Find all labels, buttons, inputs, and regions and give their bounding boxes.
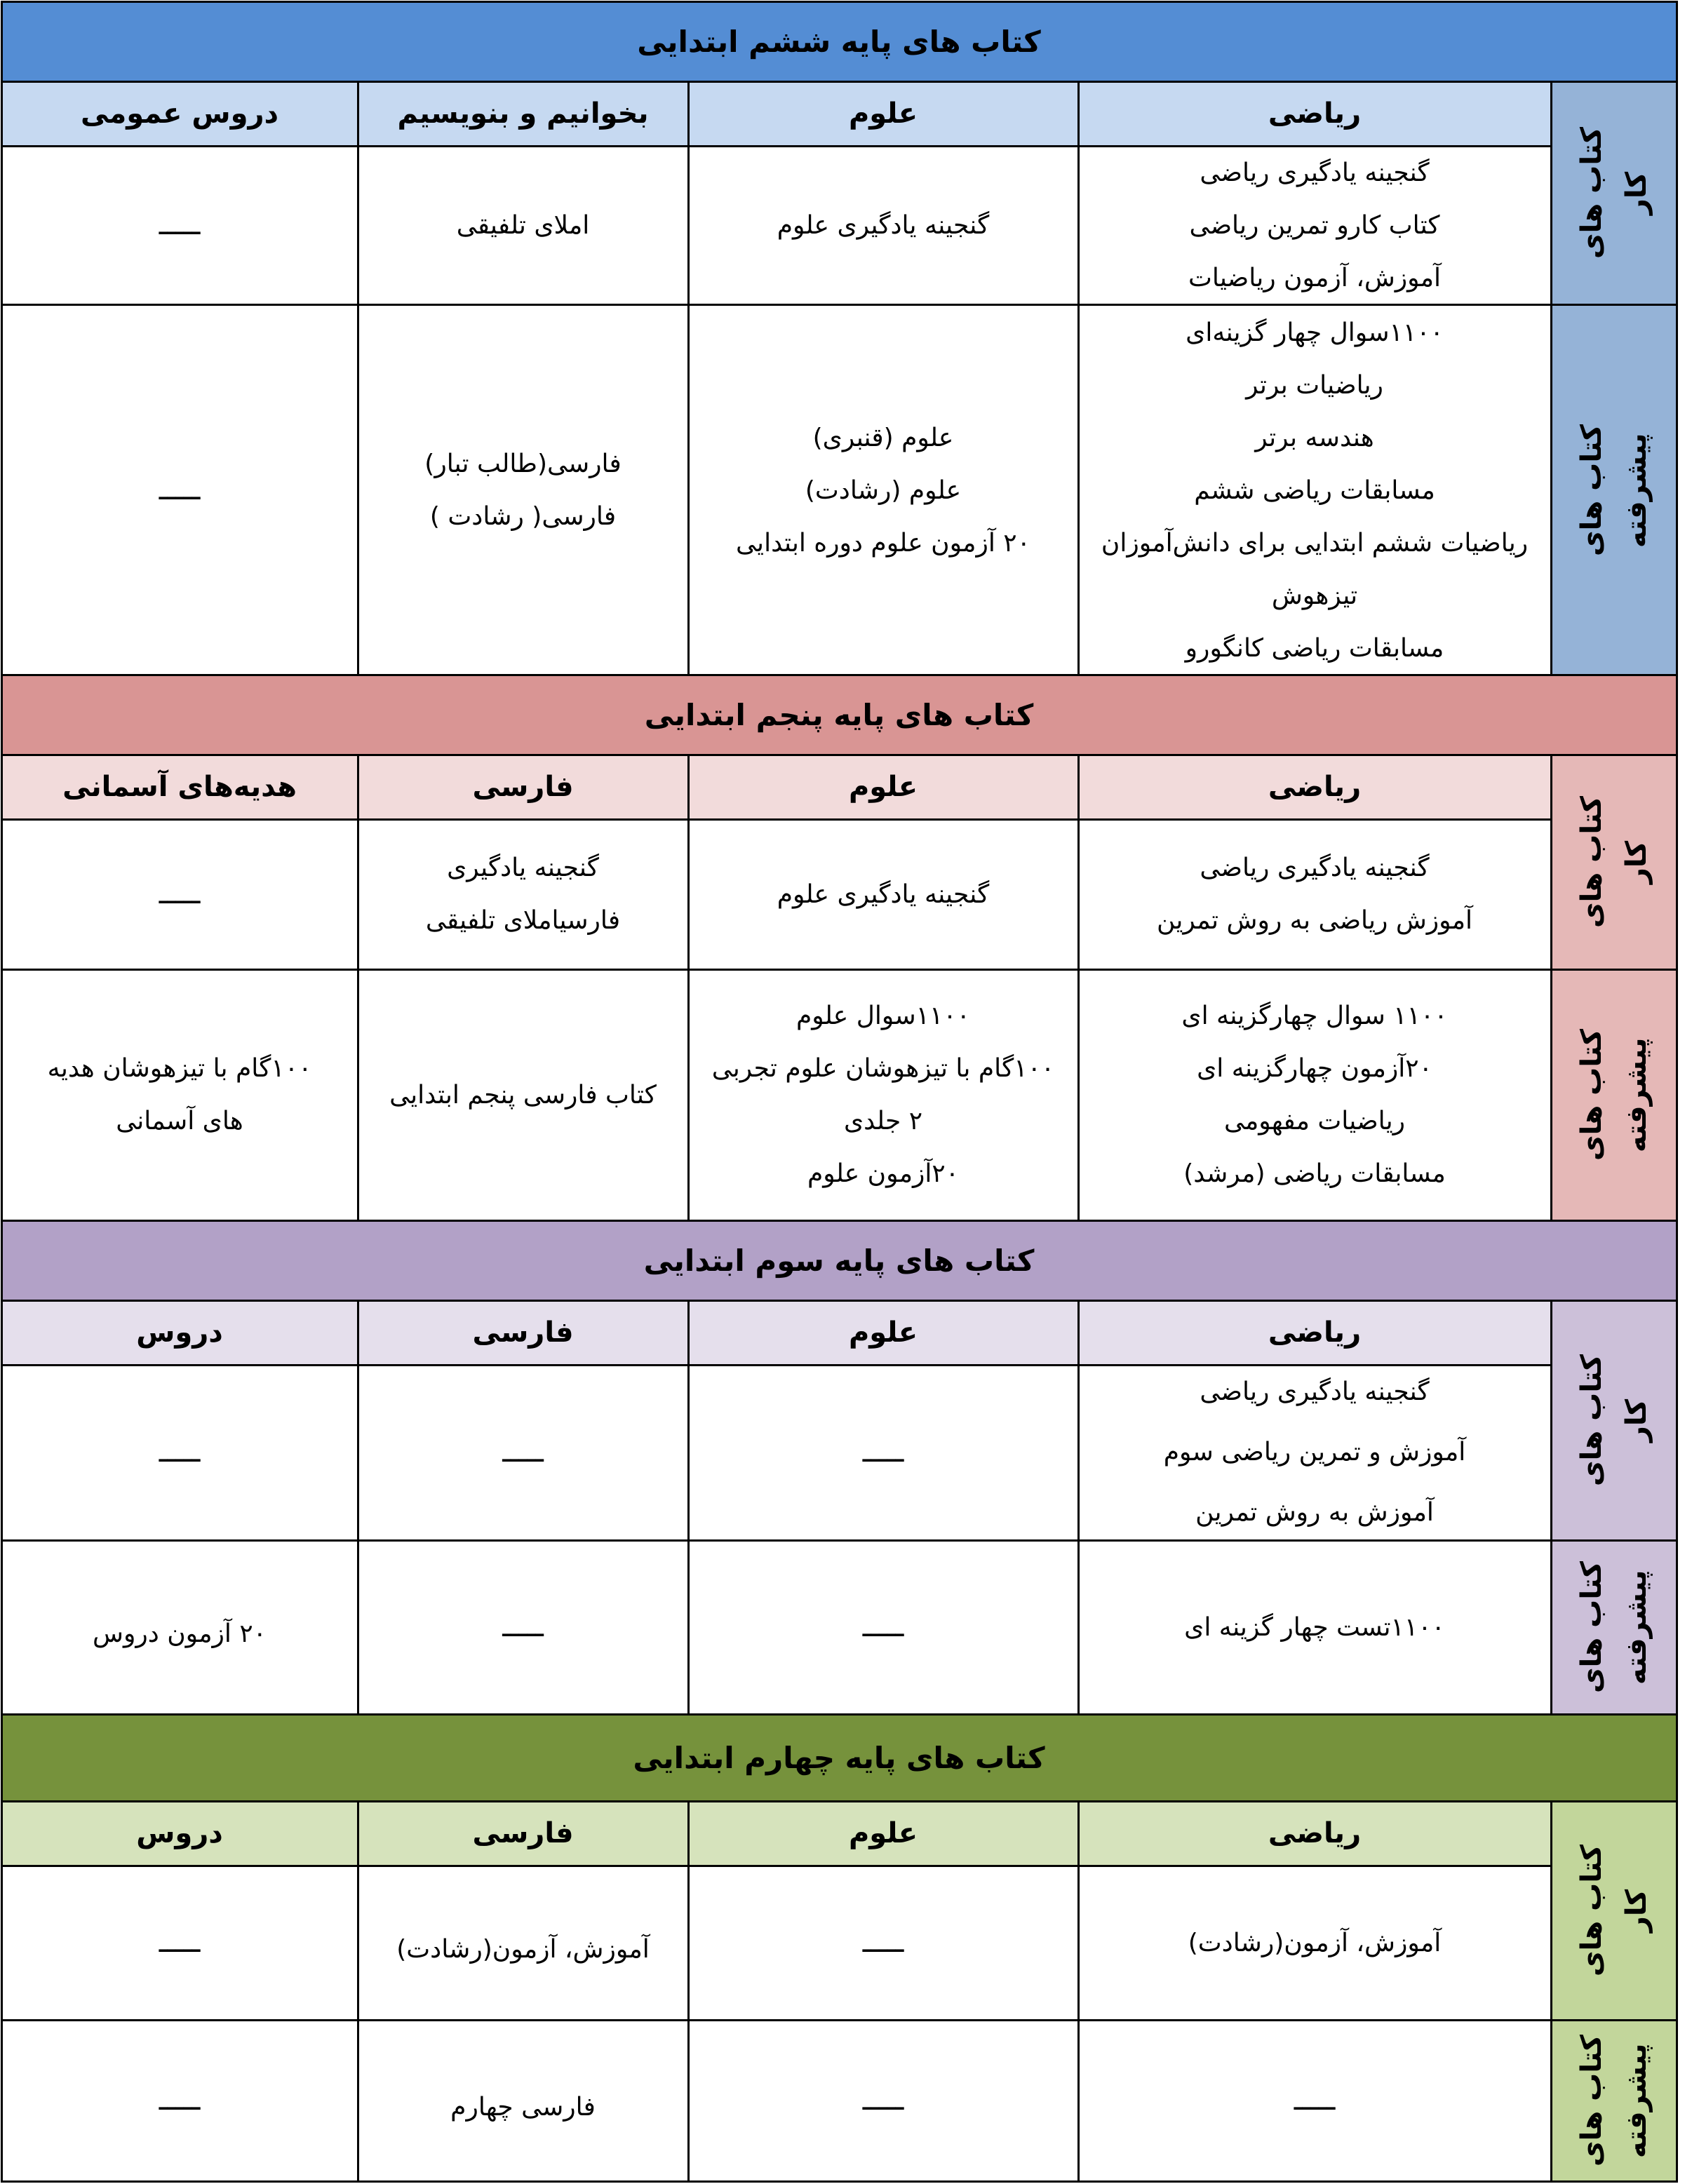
grade3-advanced-science — [687, 1539, 1080, 1715]
book-title: ۲۰ آزمون دروس — [93, 1619, 267, 1648]
grade6-advanced-math — [1077, 304, 1552, 678]
grade5-row-label-advanced: کتاب های پیشرفته — [1550, 969, 1678, 1222]
book-title: فارسی چهارم — [450, 2092, 596, 2122]
book-title: ـــــ — [1294, 2084, 1336, 2117]
grade3-work-math — [1077, 1364, 1552, 1542]
book-title: ۲۰ آزمون علوم دوره ابتدایی — [736, 528, 1030, 558]
book-title: ـــــ — [862, 1610, 904, 1643]
book-title: فارسی( رشادت ) — [429, 502, 617, 531]
grade6-row-label-advanced: کتاب های پیشرفته — [1550, 304, 1678, 678]
grade4-header-persian: فارسی — [357, 1800, 690, 1867]
grade5-header-general: هدیه‌های آسمانی — [1, 754, 359, 821]
book-title: ۱۰۰گام با تیزهوشان علوم تجربی — [711, 1054, 1055, 1083]
grade5-row-label-work: کتاب های کار — [1550, 754, 1678, 971]
book-title: آموزش، آزمون(رشادت) — [1188, 1928, 1442, 1957]
grade5-header-persian: فارسی — [357, 754, 690, 821]
book-title: ـــــ — [159, 877, 201, 910]
grade5-header-math: ریاضی — [1077, 754, 1552, 821]
grade6-header-persian: بخوانیم و بنویسیم — [357, 81, 690, 147]
grade5-work-math — [1077, 818, 1552, 971]
book-title: علوم (قنبری) — [812, 423, 954, 452]
book-title: علوم (رشادت) — [805, 476, 962, 505]
book-title: ۱۰۰گام با تیزهوشان هدیه — [47, 1054, 312, 1083]
grade4-work-persian — [357, 1865, 690, 2021]
book-title: فارسی(طالب تبار) — [424, 450, 622, 478]
grade5-header-science: علوم — [687, 754, 1080, 821]
book-title: ـــــ — [862, 1436, 904, 1469]
book-title: مسابقات ریاضی کانگورو — [1185, 633, 1444, 663]
grade6-header-general: دروس عمومی — [1, 81, 359, 147]
book-title: ۱۱۰۰تست چهار گزینه ای — [1184, 1612, 1445, 1642]
book-title: ۱۱۰۰سوال علوم — [796, 1002, 970, 1030]
book-title: آموزش به روش تمرین — [1195, 1498, 1434, 1527]
grade6-advanced-general — [1, 304, 359, 678]
book-title: تیزهوش — [1271, 581, 1358, 610]
grade6-advanced-science — [687, 304, 1080, 678]
book-title: ـــــ — [159, 1926, 201, 1959]
grade4-work-math — [1077, 1865, 1552, 2021]
grade6-row-label-work: کتاب های کار — [1550, 81, 1678, 306]
book-title: ـــــ — [159, 1436, 201, 1469]
grade3-header-general: دروس — [1, 1300, 359, 1366]
book-title: های آسمانی — [116, 1107, 243, 1135]
book-title: ـــــ — [862, 1926, 904, 1959]
grade6-work-science — [687, 145, 1080, 306]
book-title: آموزش، آزمون ریاضیات — [1188, 263, 1442, 292]
book-title: مسابقات ریاضی (مرشد) — [1183, 1159, 1446, 1188]
grade3-work-science — [687, 1364, 1080, 1542]
book-title: هندسه برتر — [1255, 423, 1374, 452]
grade4-header-science: علوم — [687, 1800, 1080, 1867]
grade5-work-general — [1, 818, 359, 971]
grade3-header-math: ریاضی — [1077, 1300, 1552, 1366]
grade4-title: کتاب های پایه چهارم ابتدایی — [1, 1713, 1678, 1802]
book-title: ۲ جلدی — [843, 1107, 923, 1135]
grade5-work-science — [687, 818, 1080, 971]
grade4-header-general: دروس — [1, 1800, 359, 1867]
book-title: ۲۰آزمون چهارگزینه ای — [1197, 1054, 1432, 1083]
grade4-row-label-work: کتاب های کار — [1550, 1800, 1678, 2021]
book-title: ۱۱۰۰سوال چهار گزینه‌ای — [1186, 318, 1444, 347]
grade4-header-math: ریاضی — [1077, 1800, 1552, 1867]
grade5-table — [1, 675, 1677, 1220]
grade6-header-math: ریاضی — [1077, 81, 1552, 147]
grade3-work-general — [1, 1364, 359, 1542]
grade4-row-label-advanced: کتاب های پیشرفته — [1550, 2019, 1678, 2183]
grade4-advanced-general — [1, 2019, 359, 2183]
grade5-title: کتاب های پایه پنجم ابتدایی — [1, 674, 1678, 756]
grade6-work-persian — [357, 145, 690, 306]
book-title: گنجینه یادگیری — [447, 854, 599, 882]
grade5-advanced-math — [1077, 969, 1552, 1222]
book-title: ۱۱۰۰ سوال چهارگزینه ای — [1181, 1002, 1448, 1030]
book-title: ـــــ — [159, 208, 201, 241]
grade5-advanced-persian — [357, 969, 690, 1222]
grade6-work-general — [1, 145, 359, 306]
grade6-table — [1, 1, 1677, 676]
grade4-advanced-science — [687, 2019, 1080, 2183]
book-title: مسابقات ریاضی ششم — [1194, 476, 1435, 505]
grade6-title: کتاب های پایه ششم ابتدایی — [1, 1, 1678, 83]
grade4-table — [1, 1714, 1677, 2181]
book-title: ـــــ — [862, 2084, 904, 2117]
grade6-advanced-persian — [357, 304, 690, 678]
grade3-work-persian — [357, 1364, 690, 1542]
book-title: آموزش و تمرین ریاضی سوم — [1163, 1438, 1466, 1467]
grade3-advanced-math — [1077, 1539, 1552, 1715]
book-title: ـــــ — [159, 2084, 201, 2117]
grade3-table — [1, 1220, 1677, 1714]
grade5-work-persian — [357, 818, 690, 971]
grade4-work-science — [687, 1865, 1080, 2021]
book-title: آموزش، آزمون(رشادت) — [396, 1934, 650, 1964]
book-title: ـــــ — [502, 1610, 544, 1643]
grade3-header-science: علوم — [687, 1300, 1080, 1366]
grade6-header-science: علوم — [687, 81, 1080, 147]
book-title: آموزش ریاضی به روش تمرین — [1156, 906, 1473, 935]
book-title: ریاضیات مفهومی — [1223, 1107, 1406, 1135]
book-title: املای تلفیقی — [456, 210, 590, 240]
book-title: ریاضیات برتر — [1246, 370, 1383, 400]
grade3-row-label-work: کتاب های کار — [1550, 1300, 1678, 1542]
book-title: گنجینه یادگیری علوم — [777, 210, 990, 240]
book-title: کتاب فارسی پنجم ابتدایی — [389, 1080, 657, 1110]
book-title: فارسیاملای تلفیقی — [425, 906, 621, 935]
grade5-advanced-general — [1, 969, 359, 1222]
grade5-advanced-science — [687, 969, 1080, 1222]
book-title: ـــــ — [502, 1436, 544, 1469]
grade4-advanced-math — [1077, 2019, 1552, 2183]
book-title: گنجینه یادگیری علوم — [777, 879, 990, 909]
grade6-work-math — [1077, 145, 1552, 306]
grade4-advanced-persian — [357, 2019, 690, 2183]
grade4-work-general — [1, 1865, 359, 2021]
book-title: گنجینه یادگیری ریاضی — [1200, 158, 1430, 187]
book-title: گنجینه یادگیری ریاضی — [1200, 1377, 1430, 1406]
book-title: ریاضیات ششم ابتدایی برای دانش‌آموزان — [1101, 528, 1529, 558]
grade3-title: کتاب های پایه سوم ابتدایی — [1, 1220, 1678, 1302]
grade3-row-label-advanced: کتاب های پیشرفته — [1550, 1539, 1678, 1715]
book-title: گنجینه یادگیری ریاضی — [1200, 854, 1430, 882]
grade3-advanced-persian — [357, 1539, 690, 1715]
grade3-advanced-general — [1, 1539, 359, 1715]
book-title: ـــــ — [159, 473, 201, 506]
grade3-header-persian: فارسی — [357, 1300, 690, 1366]
book-title: ۲۰آزمون علوم — [807, 1159, 960, 1188]
book-title: کتاب کارو تمرین ریاضی — [1189, 210, 1440, 240]
